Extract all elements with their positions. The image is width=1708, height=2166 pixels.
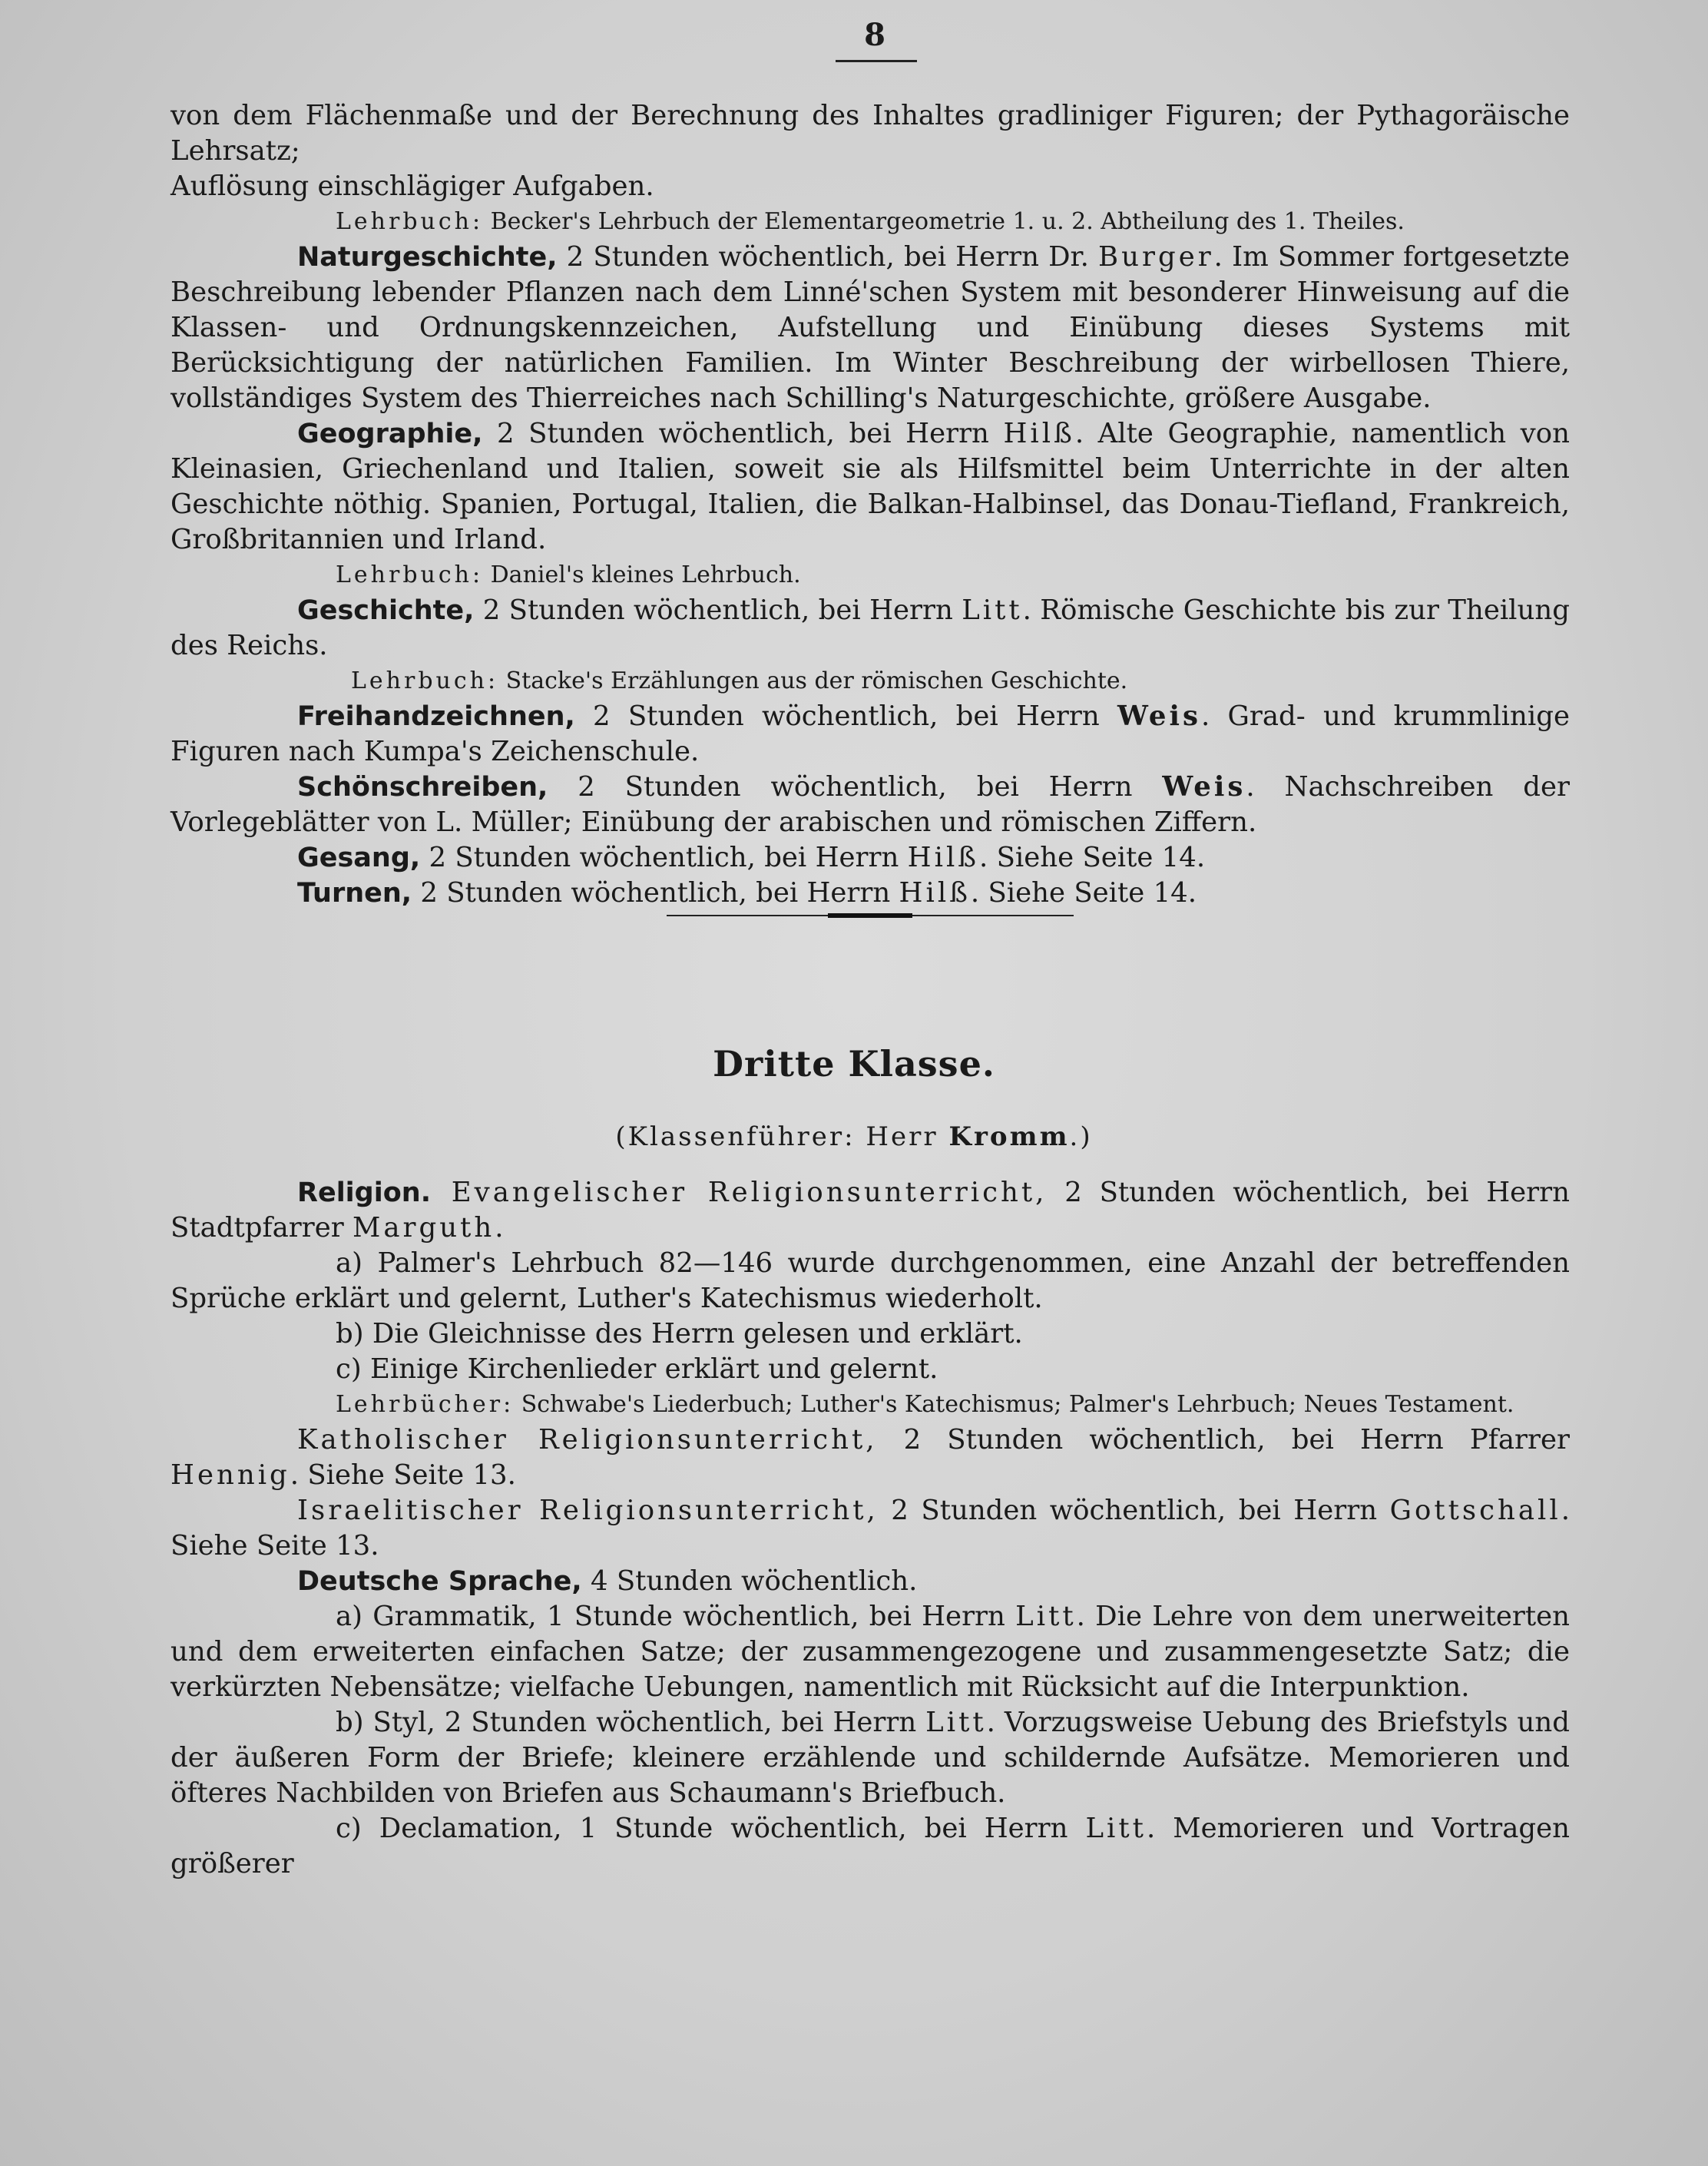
teacher-weis: Weis bbox=[1117, 700, 1201, 732]
subject-geschichte: Geschichte, bbox=[297, 595, 475, 626]
section-subtitle bbox=[0, 1121, 1708, 1152]
paragraph-turnen bbox=[170, 876, 1570, 911]
turnen-text-a: 2 Stunden wöchentlich, bei Herrn bbox=[412, 877, 899, 909]
geometry-line-1: von dem Flächenmaße und der Berechnung des Inhaltes gradliniger Figuren; der Pythagoräische Lehrsatz; bbox=[170, 100, 1570, 167]
divider-thick-center bbox=[828, 913, 912, 918]
subtitle-text-a: (Klassenführer: Herr bbox=[615, 1121, 949, 1152]
lehrbuch-label: Lehrbuch: bbox=[336, 561, 484, 588]
naturgeschichte-text-b: . Im Sommer fortgesetzte Beschreibung lebender Pflanzen nach dem Linné'schen System mit besonderer Hinweisung auf die Klassen- und Ordnungskennzeichen, Aufstellung und Einübung dieses Systems mit Berücksichtigung der natürlichen Familien. Im Winter Beschreibung der wirbellosen Thiere, vollständiges System des Thierreiches nach Schilling's Naturgeschichte, größere Ausgabe. bbox=[170, 241, 1570, 414]
paragraph-katholisch bbox=[170, 1422, 1570, 1493]
freihandzeichnen-text-b: . Grad- und krummlinige Figuren nach Kumpa's Zeichenschule. bbox=[170, 700, 1570, 767]
subject-schoenschreiben: Schönschreiben, bbox=[297, 772, 548, 803]
teacher-weis: Weis bbox=[1162, 771, 1246, 803]
section-divider bbox=[667, 914, 1074, 917]
geographie-text-b: . Alte Geographie, namentlich von Kleinasien, Griechenland und Italien, soweit sie als Hilfsmittel beim Unterrichte in der alten Geschichte nöthig. Spanien, Portugal, Italien, die Balkan-Halbinsel, das Donau-Tiefland, Frankreich, Großbritannien und Irland. bbox=[170, 418, 1570, 555]
paragraph-geographie bbox=[170, 416, 1570, 558]
katholisch-text-a: 2 Stunden wöchentlich, bei Herrn Pfarrer bbox=[877, 1424, 1570, 1456]
teacher-litt: Litt bbox=[1015, 1601, 1077, 1632]
israelitisch-text-b: . Siehe Seite 13. bbox=[170, 1495, 1570, 1562]
teacher-gottschall: Gottschall bbox=[1389, 1495, 1561, 1526]
religion-text-a: 2 Stunden wöchentlich, bei Herrn Stadtpfarrer bbox=[170, 1177, 1570, 1244]
teacher-hilss: Hilß bbox=[1003, 418, 1075, 449]
paragraph-geschichte bbox=[170, 593, 1570, 664]
lehrbuch-geschichte bbox=[170, 664, 1570, 699]
declamation-text-b: . Memorieren und Vortragen größerer bbox=[170, 1813, 1570, 1880]
lehrbuecher-text: Schwabe's Liederbuch; Luther's Katechismus; Palmer's Lehrbuch; Neues Testament. bbox=[514, 1391, 1514, 1418]
subject-gesang: Gesang, bbox=[297, 843, 421, 873]
teacher-hilss: Hilß bbox=[899, 877, 971, 909]
schoenschreiben-text-a: 2 Stunden wöchentlich, bei Herrn bbox=[548, 771, 1163, 803]
geographie-text-a: 2 Stunden wöchentlich, bei Herrn bbox=[482, 418, 1004, 449]
page-number: 8 bbox=[864, 17, 887, 53]
subject-freihandzeichnen: Freihandzeichnen, bbox=[297, 701, 575, 732]
lehrbuch-geographie bbox=[170, 558, 1570, 593]
subtitle-text-b: .) bbox=[1069, 1121, 1093, 1152]
paragraph-religion bbox=[170, 1175, 1570, 1246]
class-leader-name: Kromm bbox=[948, 1121, 1070, 1152]
katholisch-text-b: . Siehe Seite 13. bbox=[290, 1459, 516, 1491]
subject-deutsche-sprache: Deutsche Sprache, bbox=[297, 1566, 582, 1597]
katholisch-label: Katholischer Religionsunterricht, bbox=[297, 1424, 878, 1456]
lehrbuecher-label: Lehrbücher: bbox=[336, 1391, 515, 1418]
paragraph-styl bbox=[170, 1705, 1570, 1811]
lehrbuch-text: Stacke's Erzählungen aus der römischen Geschichte. bbox=[498, 667, 1128, 694]
teacher-litt: Litt bbox=[1085, 1813, 1147, 1844]
naturgeschichte-text-a: 2 Stunden wöchentlich, bei Herrn Dr. bbox=[557, 241, 1099, 273]
israelitisch-text-a: 2 Stunden wöchentlich, bei Herrn bbox=[878, 1495, 1390, 1526]
gesang-text-a: 2 Stunden wöchentlich, bei Herrn bbox=[420, 842, 908, 873]
teacher-burger: Burger bbox=[1098, 241, 1214, 273]
schoenschreiben-text-b: . Nachschreiben der Vorlegeblätter von L. Müller; Einübung der arabischen und römischen Ziffern. bbox=[170, 771, 1570, 838]
lehrbuch-text: Daniel's kleines Lehrbuch. bbox=[483, 561, 801, 588]
paragraph-grammatik bbox=[170, 1599, 1570, 1705]
paragraph-gesang bbox=[170, 840, 1570, 876]
paragraph-israelitisch bbox=[170, 1493, 1570, 1564]
subject-turnen: Turnen, bbox=[297, 878, 412, 909]
teacher-marguth: Marguth bbox=[352, 1212, 495, 1244]
gesang-text-b: . Siehe Seite 14. bbox=[979, 842, 1206, 873]
paragraph-naturgeschichte bbox=[170, 240, 1570, 416]
section-title: Dritte Klasse. bbox=[713, 1043, 995, 1085]
teacher-hilss: Hilß bbox=[907, 842, 980, 873]
geschichte-text-b: . Römische Geschichte bis zur Theilung des Reichs. bbox=[170, 594, 1570, 661]
declamation-text-a: c) Declamation, 1 Stunde wöchentlich, bei Herrn bbox=[336, 1813, 1086, 1844]
lehrbuecher-religion bbox=[170, 1387, 1570, 1422]
teacher-litt: Litt bbox=[962, 594, 1023, 626]
upper-text-block bbox=[170, 98, 1570, 911]
religion-text-b: . bbox=[495, 1212, 504, 1244]
subject-naturgeschichte: Naturgeschichte, bbox=[297, 242, 558, 273]
freihandzeichnen-text-a: 2 Stunden wöchentlich, bei Herrn bbox=[574, 700, 1117, 732]
lehrbuch-label: Lehrbuch: bbox=[336, 208, 484, 235]
grammatik-text-b: . Die Lehre von dem unerweiterten und dem erweiterten einfachen Satze; der zusammengezogene und zusammengesetzte Satz; die verkürzten Nebensätze; vielfache Uebungen, namentlich mit Rücksicht auf die Interpunktion. bbox=[170, 1601, 1570, 1703]
page-number-rule bbox=[836, 60, 917, 62]
lower-text-block bbox=[170, 1175, 1570, 1882]
geometry-line-2: Auflösung einschlägiger Aufgaben. bbox=[170, 171, 654, 202]
deutsche-sprache-text: 4 Stunden wöchentlich. bbox=[581, 1565, 918, 1597]
religion-item-b: b) Die Gleichnisse des Herrn gelesen und erklärt. bbox=[336, 1318, 1023, 1350]
israelitisch-label: Israelitischer Religionsunterricht, bbox=[297, 1495, 879, 1526]
geschichte-text-a: 2 Stunden wöchentlich, bei Herrn bbox=[474, 594, 962, 626]
subject-geographie: Geographie, bbox=[297, 419, 483, 449]
grammatik-text-a: a) Grammatik, 1 Stunde wöchentlich, bei Herrn bbox=[336, 1601, 1016, 1632]
paragraph-geometry-continuation bbox=[170, 98, 1570, 204]
lehrbuch-label: Lehrbuch: bbox=[351, 667, 499, 694]
turnen-text-b: . Siehe Seite 14. bbox=[970, 877, 1197, 909]
religion-item-c: c) Einige Kirchenlieder erklärt und gelernt. bbox=[336, 1353, 938, 1385]
teacher-litt: Litt bbox=[925, 1707, 987, 1738]
lehrbuch-geometry bbox=[170, 204, 1570, 240]
paragraph-declamation bbox=[170, 1811, 1570, 1882]
teacher-hennig: Hennig bbox=[170, 1459, 290, 1491]
paragraph-deutsche-sprache bbox=[170, 1564, 1570, 1599]
subject-religion: Religion. bbox=[297, 1177, 431, 1208]
religion-item-a: a) Palmer's Lehrbuch 82—146 wurde durchgenommen, eine Anzahl der betreffenden Sprüche erklärt und gelernt, Luther's Katechismus wiederholt. bbox=[170, 1247, 1570, 1314]
paragraph-schoenschreiben bbox=[170, 770, 1570, 840]
lehrbuch-text: Becker's Lehrbuch der Elementargeometrie 1. u. 2. Abtheilung des 1. Theiles. bbox=[483, 208, 1405, 235]
paragraph-freihandzeichnen bbox=[170, 699, 1570, 770]
styl-text-a: b) Styl, 2 Stunden wöchentlich, bei Herrn bbox=[336, 1707, 926, 1738]
styl-text-b: . Vorzugsweise Uebung des Briefstyls und der äußeren Form der Briefe; kleinere erzählende und schildernde Aufsätze. Memorieren und öfteres Nachbilden von Briefen aus Schaumann's Briefbuch. bbox=[170, 1707, 1570, 1809]
religion-evangelisch: Evangelischer Religionsunterricht, bbox=[431, 1177, 1048, 1208]
